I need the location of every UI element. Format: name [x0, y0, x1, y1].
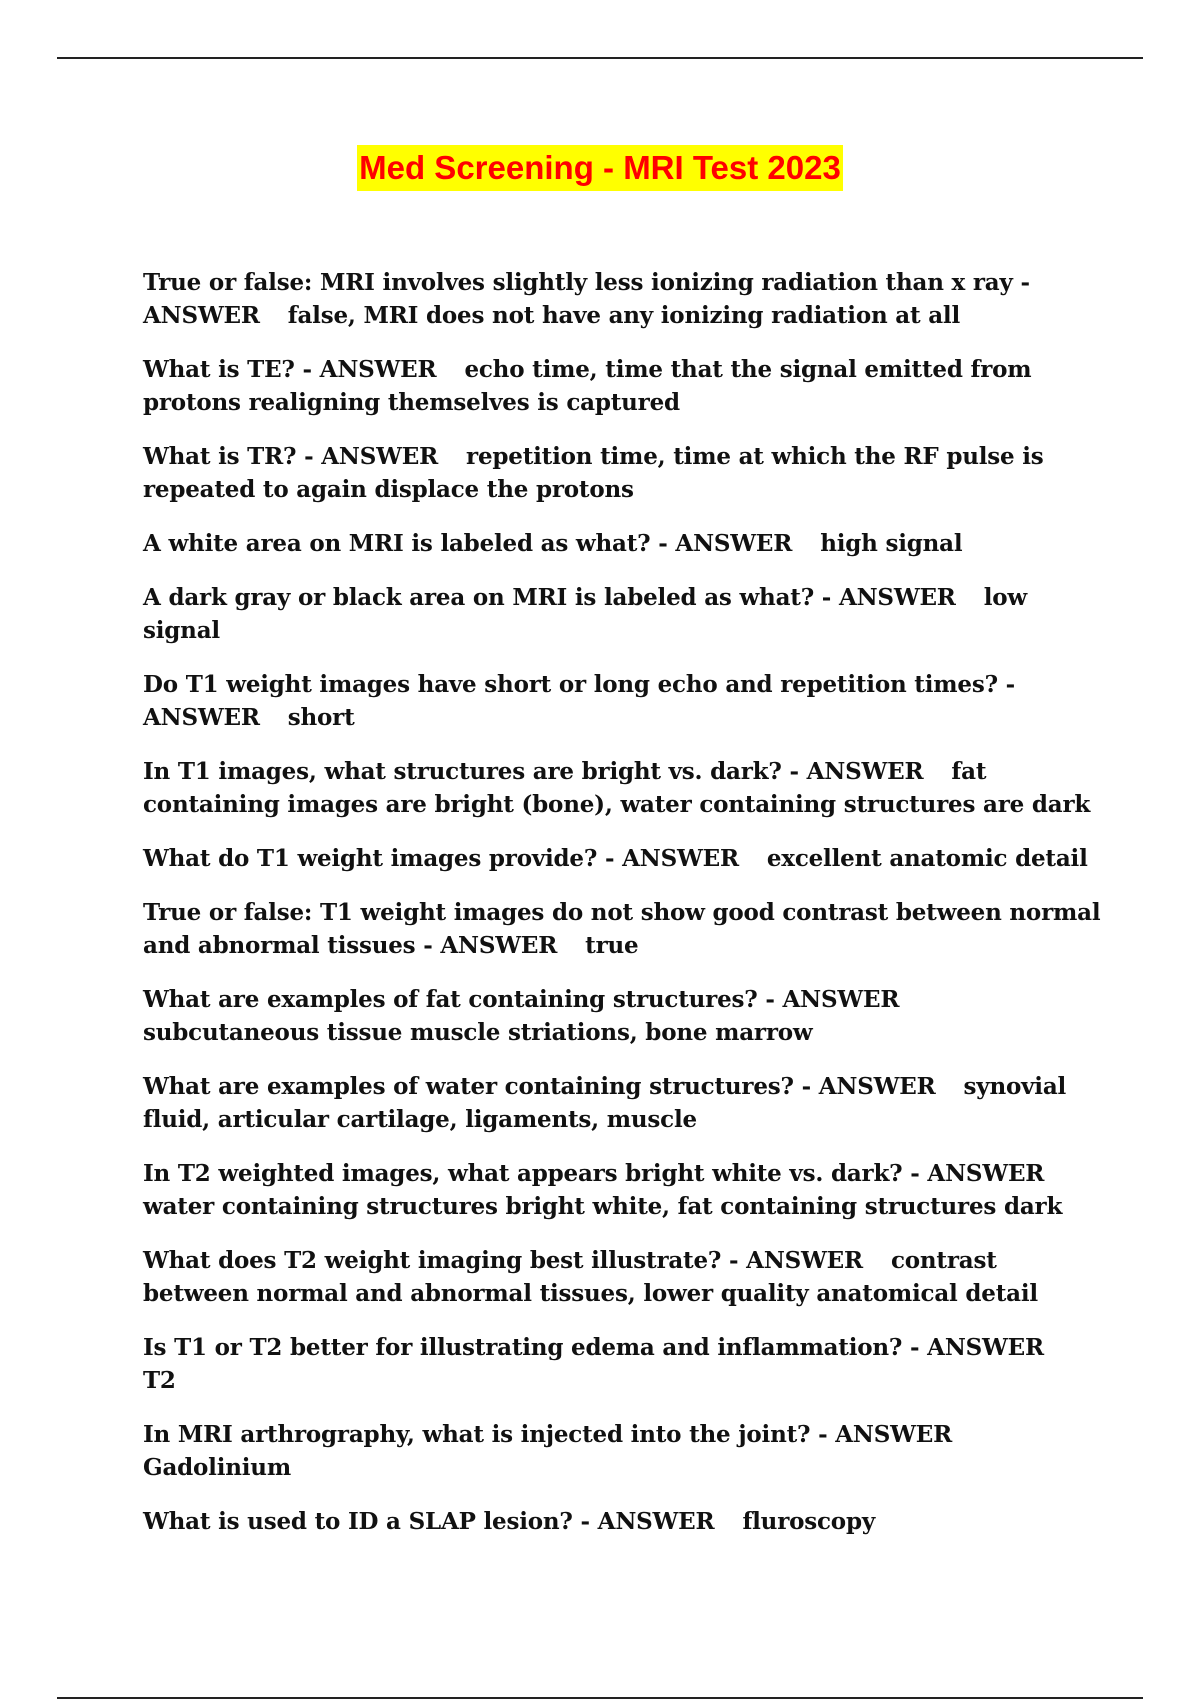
footer-rule [57, 1697, 1143, 1699]
answer-text: excellent anatomic detail [766, 845, 1088, 872]
qa-item [143, 266, 1103, 332]
qa-item [143, 896, 1103, 962]
answer-marker: - ANSWER [821, 584, 956, 611]
qa-item [143, 527, 1103, 560]
qa-item [143, 983, 1103, 1049]
answer-marker: - ANSWER [910, 1160, 1045, 1187]
answer-marker: - ANSWER [789, 758, 924, 785]
question-text: In T1 images, what structures are bright vs. dark? [143, 758, 782, 785]
answer-marker: - ANSWER [658, 530, 793, 557]
answer-text: fluroscopy [742, 1508, 875, 1535]
qa-item [143, 842, 1103, 875]
question-text: Is T1 or T2 better for illustrating edema and inflammation? [143, 1334, 903, 1361]
answer-marker: - ANSWER [423, 932, 558, 959]
title-container [0, 145, 1200, 191]
question-text: What is TE? [143, 356, 295, 383]
qa-item [143, 668, 1103, 734]
qa-item [143, 353, 1103, 419]
question-text: What does T2 weight imaging best illustrate? [143, 1247, 722, 1274]
answer-text: fat containing images are bright (bone), water containing structures are dark [143, 758, 1091, 818]
qa-item [143, 1157, 1103, 1223]
header-rule [57, 57, 1143, 59]
qa-item [143, 581, 1103, 647]
answer-text: repetition time, time at which the RF pulse is repeated to again displace the protons [143, 443, 1044, 503]
question-text: In MRI arthrography, what is injected into the joint? [143, 1421, 811, 1448]
answer-text: low signal [143, 584, 1027, 644]
question-text: In T2 weighted images, what appears bright white vs. dark? [143, 1160, 903, 1187]
question-text: What are examples of water containing structures? [143, 1073, 794, 1100]
answer-text: high signal [820, 530, 963, 557]
answer-marker: - ANSWER [729, 1247, 863, 1274]
answer-text: synovial fluid, articular cartilage, ligaments, muscle [143, 1073, 1067, 1133]
question-text: What are examples of fat containing structures? [143, 986, 758, 1013]
answer-text: T2 [143, 1367, 176, 1394]
question-text: Do T1 weight images have short or long echo and repetition times? [143, 671, 998, 698]
answer-marker: - ANSWER [604, 845, 739, 872]
qa-item [143, 1505, 1103, 1538]
answer-text: Gadolinium [143, 1454, 291, 1481]
qa-item [143, 440, 1103, 506]
question-text: What is TR? [143, 443, 297, 470]
answer-marker: - ANSWER [143, 269, 1030, 329]
answer-text: echo time, time that the signal emitted from protons realigning themselves is captured [143, 356, 1032, 416]
question-text: True or false: MRI involves slightly less ionizing radiation than x ray [143, 269, 1013, 296]
answer-text: false, MRI does not have any ionizing radiation at all [287, 302, 961, 329]
question-text: What is used to ID a SLAP lesion? [143, 1508, 573, 1535]
qa-item [143, 1331, 1103, 1397]
answer-text: subcutaneous tissue muscle striations, bone marrow [143, 1019, 813, 1046]
answer-marker: - ANSWER [580, 1508, 715, 1535]
qa-item [143, 1070, 1103, 1136]
answer-marker: - ANSWER [801, 1073, 936, 1100]
answer-marker: - ANSWER [143, 671, 1016, 731]
answer-text: contrast between normal and abnormal tissues, lower quality anatomical detail [143, 1247, 1038, 1307]
qa-list [143, 266, 1103, 1559]
qa-item [143, 1418, 1103, 1484]
answer-marker: - ANSWER [302, 356, 437, 383]
answer-marker: - ANSWER [765, 986, 900, 1013]
question-text: A dark gray or black area on MRI is labeled as what? [143, 584, 814, 611]
question-text: True or false: T1 weight images do not show good contrast between normal and abnormal tissues [143, 899, 1101, 959]
answer-text: true [585, 932, 639, 959]
answer-marker: - ANSWER [910, 1334, 1044, 1361]
answer-text: water containing structures bright white, fat containing structures dark [143, 1193, 1063, 1220]
question-text: A white area on MRI is labeled as what? [143, 530, 651, 557]
qa-item [143, 755, 1103, 821]
answer-text: short [287, 704, 355, 731]
answer-marker: - ANSWER [304, 443, 439, 470]
qa-item [143, 1244, 1103, 1310]
answer-marker: - ANSWER [818, 1421, 953, 1448]
question-text: What do T1 weight images provide? [143, 845, 598, 872]
page-title: Med Screening - MRI Test 2023 [357, 145, 843, 191]
